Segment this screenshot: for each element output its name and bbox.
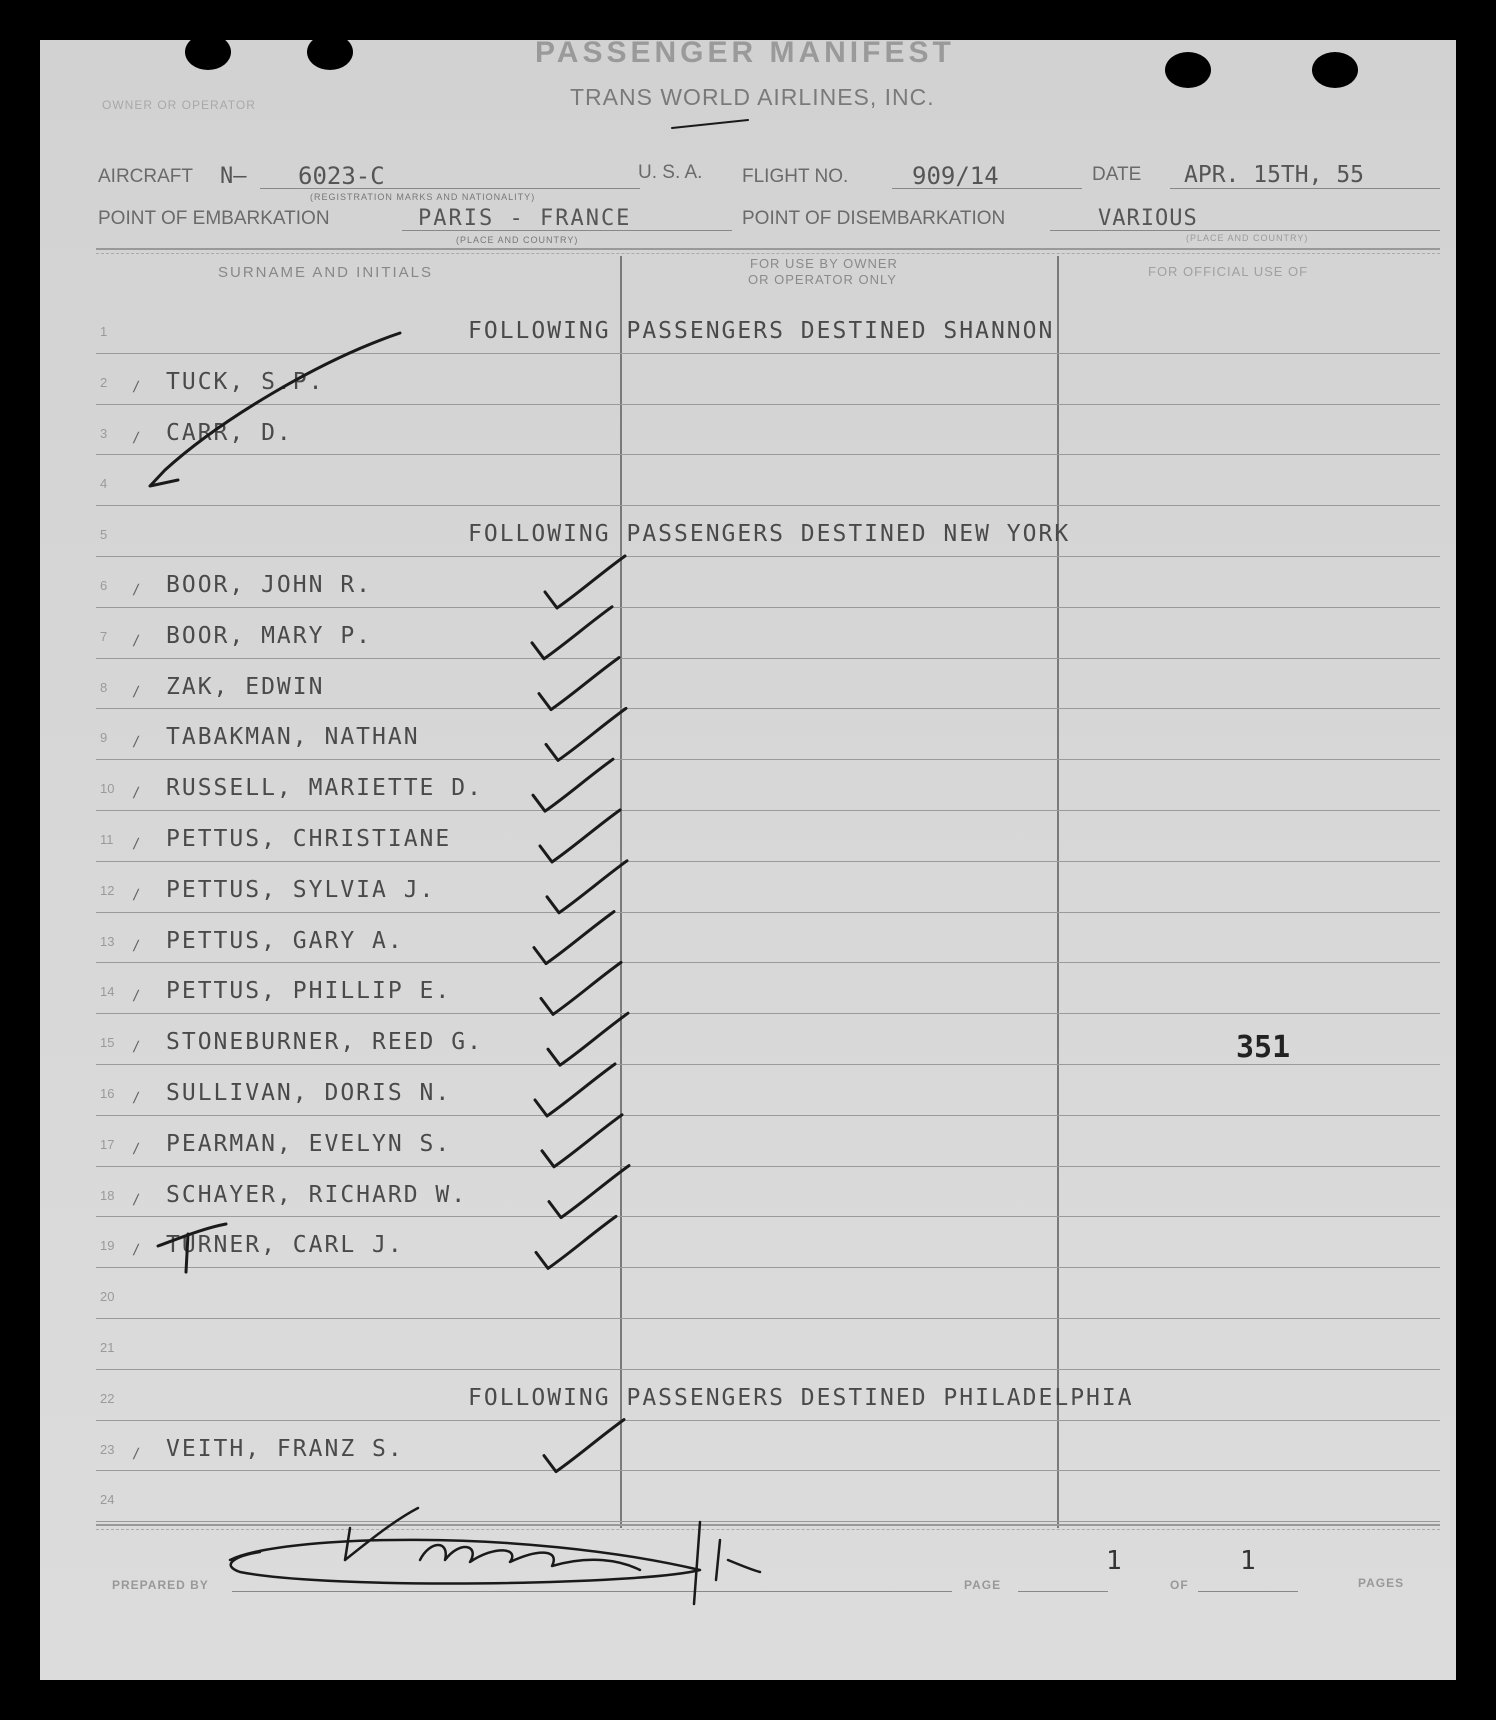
embarkation-label: POINT OF EMBARKATION: [98, 208, 330, 229]
official-note: 351: [1236, 1030, 1291, 1065]
prepared-by-label: PREPARED BY: [112, 1578, 209, 1592]
pages-label: PAGES: [1358, 1576, 1405, 1590]
tally-tick: ∕: [132, 1090, 141, 1106]
passenger-name: TURNER, CARL J.: [166, 1232, 404, 1258]
check-mark: [545, 556, 625, 608]
check-mark: [150, 333, 400, 486]
row-number: 21: [100, 1340, 115, 1355]
tally-tick: ∕: [132, 734, 141, 750]
tally-tick: ∕: [132, 785, 141, 801]
page-total: 1: [1240, 1546, 1256, 1576]
t-mark: [158, 1224, 226, 1246]
row-number: 6: [100, 578, 108, 593]
passenger-name: BOOR, JOHN R.: [166, 572, 373, 598]
row-number: 12: [100, 883, 115, 898]
passenger-name: STONEBURNER, REED G.: [166, 1029, 483, 1055]
disembarkation-value: VARIOUS: [1098, 206, 1198, 231]
row-number: 4: [100, 476, 108, 491]
row-number: 3: [100, 426, 108, 441]
passenger-name: PEARMAN, EVELYN S.: [166, 1131, 452, 1157]
embarkation-value: PARIS - FRANCE: [418, 206, 632, 231]
row-number: 9: [100, 730, 108, 745]
passenger-name: PETTUS, SYLVIA J.: [166, 877, 436, 903]
check-mark: [541, 962, 621, 1014]
check-mark: [544, 1420, 624, 1472]
passenger-name: CARR, D.: [166, 420, 293, 446]
check-mark: [533, 759, 613, 811]
check-mark: [540, 810, 620, 862]
row-number: 8: [100, 680, 108, 695]
row-number: 5: [100, 527, 108, 542]
tally-tick: ∕: [132, 684, 141, 700]
airline-name: TRANS WORLD AIRLINES, INC.: [570, 84, 935, 110]
tally-tick: ∕: [132, 988, 141, 1004]
row-number: 1: [100, 324, 108, 339]
column-owner-use-1: FOR USE BY OWNER: [750, 256, 898, 271]
passenger-name: TABAKMAN, NATHAN: [166, 724, 420, 750]
tally-tick: ∕: [132, 582, 141, 598]
disembarkation-label: POINT OF DISEMBARKATION: [742, 208, 1006, 229]
tally-tick: ∕: [132, 938, 141, 954]
t-mark: [186, 1234, 188, 1272]
tally-tick: ∕: [132, 1141, 141, 1157]
tally-tick: ∕: [132, 1446, 141, 1462]
passenger-name: PETTUS, GARY A.: [166, 928, 404, 954]
row-number: 19: [100, 1238, 115, 1253]
tally-tick: ∕: [132, 633, 141, 649]
row-number: 13: [100, 934, 115, 949]
passenger-name: ZAK, EDWIN: [166, 674, 325, 700]
flight-label: FLIGHT NO.: [742, 166, 849, 187]
row-number: 14: [100, 984, 115, 999]
tally-tick: ∕: [132, 1192, 141, 1208]
tally-tick: ∕: [132, 836, 141, 852]
row-number: 23: [100, 1442, 115, 1457]
row-number: 17: [100, 1137, 115, 1152]
passenger-name: SCHAYER, RICHARD W.: [166, 1182, 468, 1208]
check-mark: [535, 1064, 615, 1116]
aircraft-prefix: N—: [220, 164, 247, 189]
aircraft-registration: 6023-C: [298, 162, 385, 190]
row-number: 2: [100, 375, 108, 390]
destination-heading: FOLLOWING PASSENGERS DESTINED PHILADELPHIA: [468, 1385, 1134, 1411]
check-mark: [534, 912, 614, 964]
country-label: U. S. A.: [638, 162, 703, 183]
tally-tick: ∕: [132, 379, 141, 395]
signature: [230, 1508, 760, 1604]
row-number: 7: [100, 629, 108, 644]
destination-heading: FOLLOWING PASSENGERS DESTINED NEW YORK: [468, 521, 1071, 547]
row-number: 20: [100, 1289, 115, 1304]
row-number: 16: [100, 1086, 115, 1101]
date-value: APR. 15TH, 55: [1184, 162, 1365, 188]
underline-mark: [672, 120, 748, 128]
passenger-name: VEITH, FRANZ S.: [166, 1436, 404, 1462]
manifest-title: PASSENGER MANIFEST: [535, 36, 955, 69]
passenger-name: TUCK, S.P.: [166, 369, 325, 395]
check-mark: [548, 1013, 628, 1065]
page-label: PAGE: [964, 1578, 1002, 1592]
check-mark: [547, 861, 627, 913]
column-owner-use-2: OR OPERATOR ONLY: [748, 272, 897, 287]
tally-tick: ∕: [132, 887, 141, 903]
passenger-name: PETTUS, PHILLIP E.: [166, 978, 452, 1004]
tally-tick: ∕: [132, 1039, 141, 1055]
passenger-name: PETTUS, CHRISTIANE: [166, 826, 452, 852]
check-mark: [549, 1166, 629, 1218]
passenger-name: BOOR, MARY P.: [166, 623, 373, 649]
owner-label: OWNER OR OPERATOR: [102, 98, 256, 112]
check-mark: [539, 658, 619, 710]
aircraft-sublabel: (REGISTRATION MARKS AND NATIONALITY): [310, 192, 536, 202]
row-number: 11: [100, 832, 114, 847]
passenger-name: SULLIVAN, DORIS N.: [166, 1080, 452, 1106]
tally-tick: ∕: [132, 430, 141, 446]
flight-number: 909/14: [912, 162, 999, 190]
row-number: 18: [100, 1188, 115, 1203]
row-number: 24: [100, 1492, 115, 1507]
embarkation-sublabel: (PLACE AND COUNTRY): [456, 235, 579, 245]
column-official-use: FOR OFFICIAL USE OF: [1148, 264, 1309, 279]
check-mark: [542, 1115, 622, 1167]
passenger-name: RUSSELL, MARIETTE D.: [166, 775, 483, 801]
check-mark: [536, 1216, 616, 1268]
disembarkation-sublabel: (PLACE AND COUNTRY): [1186, 233, 1309, 243]
page-number: 1: [1106, 1546, 1122, 1576]
check-mark: [546, 708, 626, 760]
row-number: 10: [100, 781, 115, 796]
check-mark: [532, 607, 612, 659]
column-surname: SURNAME AND INITIALS: [218, 264, 434, 281]
row-number: 15: [100, 1035, 115, 1050]
destination-heading: FOLLOWING PASSENGERS DESTINED SHANNON: [468, 318, 1055, 344]
date-label: DATE: [1092, 164, 1142, 185]
aircraft-label: AIRCRAFT: [98, 166, 193, 187]
tally-tick: ∕: [132, 1242, 141, 1258]
row-number: 22: [100, 1391, 115, 1406]
of-label: OF: [1170, 1578, 1189, 1592]
